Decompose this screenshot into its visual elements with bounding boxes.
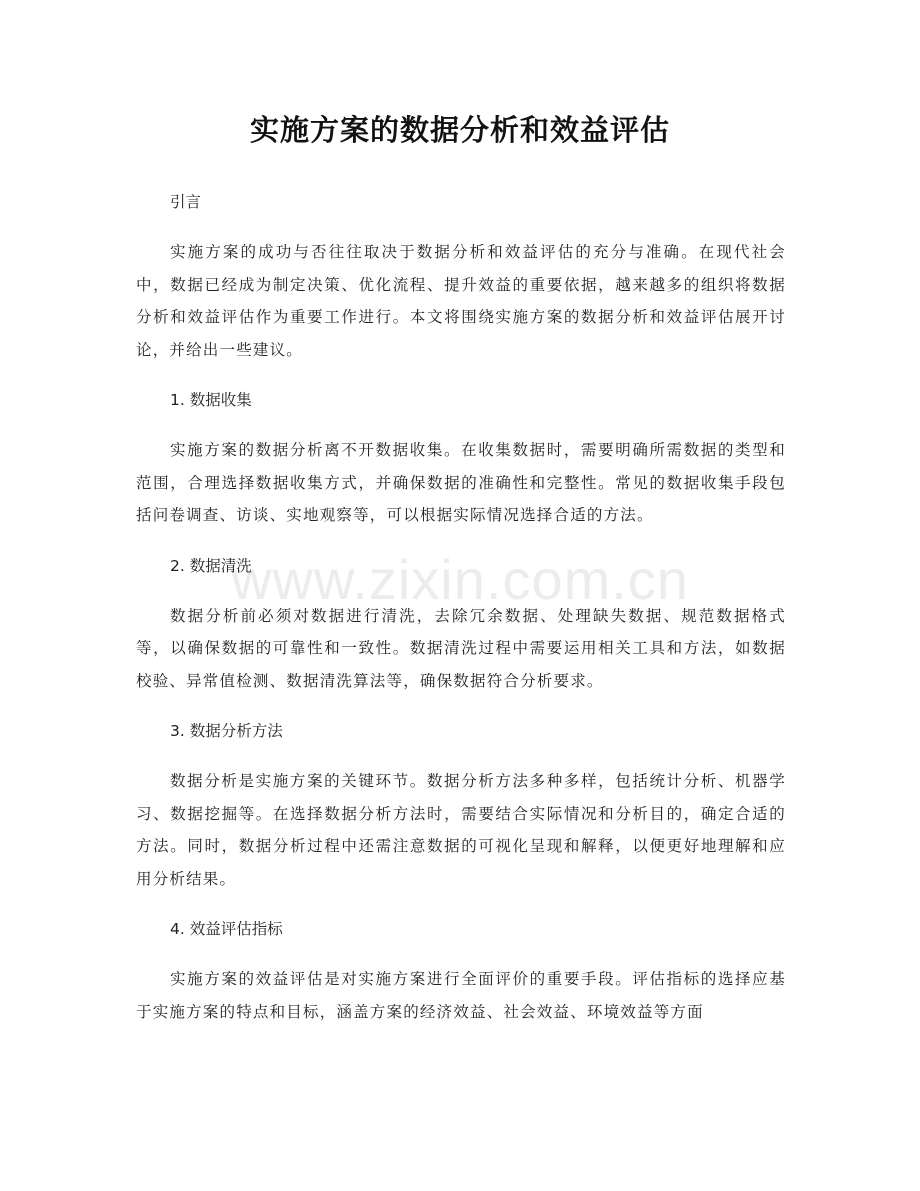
document-body <box>136 186 786 1028</box>
section-heading-intro: 引言 <box>170 193 202 211</box>
section-paragraph-intro: 实施方案的成功与否往往取决于数据分析和效益评估的充分与准确。在现代社会中，数据已经成为制定决策、优化流程、提升效益的重要依据，越来越多的组织将数据分析和效益评估作为重要工作进行。本文将围绕实施方案的数据分析和效益评估展开讨论，并给出一些建议。 <box>136 243 786 359</box>
section-paragraph-analysis-methods: 数据分析是实施方案的关键环节。数据分析方法多种多样，包括统计分析、机器学习、数据挖掘等。在选择数据分析方法时，需要结合实际情况和分析目的，确定合适的方法。同时，数据分析过程中还需注意数据的可视化呈现和解释，以便更好地理解和应用分析结果。 <box>136 772 786 888</box>
section-paragraph-benefit-indicators: 实施方案的效益评估是对实施方案进行全面评价的重要手段。评估指标的选择应基于实施方案的特点和目标，涵盖方案的经济效益、社会效益、环境效益等方面 <box>136 970 786 1021</box>
section-heading-data-cleaning: 2. 数据清洗 <box>170 556 252 575</box>
watermark: www.zixin.com.cn <box>231 548 689 611</box>
section-heading-analysis-methods: 3. 数据分析方法 <box>170 722 283 740</box>
section-paragraph-data-cleaning: 数据分析前必须对数据进行清洗，去除冗余数据、处理缺失数据、规范数据格式等，以确保数据的可靠性和一致性。数据清洗过程中需要运用相关工具和方法，如数据校验、异常值检测、数据清洗算法等，确保数据符合分析要求。 <box>136 606 786 690</box>
section-heading-benefit-indicators: 4. 效益评估指标 <box>170 920 283 938</box>
section-paragraph-data-collection: 实施方案的数据分析离不开数据收集。在收集数据时，需要明确所需数据的类型和范围，合理选择数据收集方式，并确保数据的准确性和完整性。常见的数据收集手段包括问卷调查、访谈、实地观察等，可以根据实际情况选择合适的方法。 <box>136 441 786 524</box>
page-title: 实施方案的数据分析和效益评估 <box>249 113 670 147</box>
section-heading-data-collection: 1. 数据收集 <box>170 391 252 409</box>
